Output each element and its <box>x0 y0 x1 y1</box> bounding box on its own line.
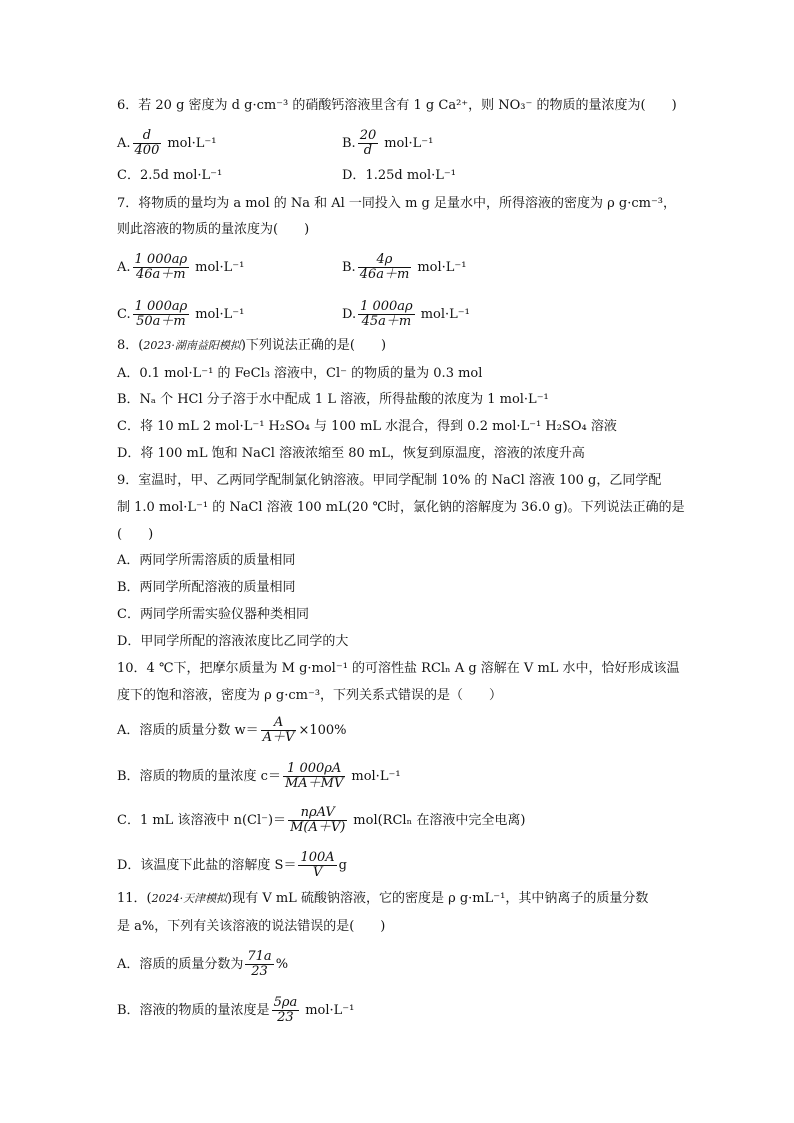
numerator: 1 000aρ <box>360 299 413 314</box>
fraction <box>298 851 336 880</box>
q6-stem: 6．若 20 g 密度为 d g·cm⁻³ 的硝酸钙溶液里含有 1 g Ca²⁺，则 NO₃⁻ 的物质的量浓度为( ) <box>117 98 677 113</box>
denominator: V <box>312 865 323 880</box>
option-suffix: % <box>275 957 289 972</box>
stem-suffix: )现有 V mL 硫酸钠溶液，它的密度是 ρ g·mL⁻¹，其中钠离子的质量分数 <box>227 891 649 906</box>
q8-option-b: B．Nₐ 个 HCl 分子溶于水中配成 1 L 溶液，所得盐酸的浓度为 1 mol·L⁻¹ <box>117 392 549 407</box>
unit: mol·L⁻¹ <box>420 307 470 322</box>
q11-stem-line1 <box>117 891 648 907</box>
numerator: 4ρ <box>358 253 412 268</box>
q7-option-d <box>342 300 470 329</box>
denominator: 50a＋m <box>136 314 186 329</box>
denominator: A＋V <box>262 730 295 745</box>
fraction <box>261 716 297 745</box>
q9-stem-line1: 9．室温时，甲、乙两同学配制氯化钠溶液。甲同学配制 10% 的 NaCl 溶液 100 g，乙同学配 <box>117 473 662 488</box>
stem-suffix: )下列说法正确的是( ) <box>240 338 387 353</box>
q8-option-a: A．0.1 mol·L⁻¹ 的 FeCl₃ 溶液中，Cl⁻ 的物质的量为 0.3 mol <box>117 366 483 381</box>
q7-option-b <box>342 253 466 282</box>
denominator: 23 <box>277 1010 294 1025</box>
fraction <box>133 300 190 329</box>
option-label: A. <box>117 136 131 151</box>
denominator: M(A＋V) <box>290 820 346 835</box>
numerator: d <box>133 129 162 144</box>
denominator: d <box>363 143 373 158</box>
option-text: A．溶质的质量分数为 <box>117 957 244 972</box>
q6-option-d: D．1.25d mol·L⁻¹ <box>342 168 456 183</box>
fraction <box>272 996 300 1025</box>
denominator: 46a＋m <box>136 267 186 282</box>
option-text: D．该温度下此盐的溶解度 S＝ <box>117 858 297 873</box>
q10-option-a <box>117 716 347 745</box>
option-suffix: ×100% <box>298 723 347 738</box>
q9-option-a: A．两同学所需溶质的质量相同 <box>117 553 296 568</box>
numerator: 1 000ρA <box>283 762 345 777</box>
option-text: B．溶质的物质的量浓度 c＝ <box>117 769 281 784</box>
q7-stem-line2: 则此溶液的物质的量浓度为( ) <box>117 222 310 237</box>
denominator: 46a＋m <box>359 267 410 282</box>
q8-stem <box>117 338 386 354</box>
fraction <box>358 253 412 282</box>
option-label: B. <box>342 260 356 275</box>
q8-option-d: D．将 100 mL 饱和 NaCl 溶液浓缩至 80 mL，恢复到原温度，溶液的浓度升高 <box>117 446 585 461</box>
q6-option-c: C．2.5d mol·L⁻¹ <box>117 168 223 183</box>
numerator: 1 000aρ <box>134 299 188 314</box>
q10-stem-line2: 度下的饱和溶液，密度为 ρ g·cm⁻³，下列关系式错误的是（ ） <box>117 688 503 703</box>
option-text: B．溶液的物质的量浓度是 <box>117 1003 270 1018</box>
numerator: A <box>261 716 297 731</box>
option-label: A. <box>117 260 131 275</box>
numerator: 5ρa <box>273 995 298 1010</box>
q9-option-d: D．甲同学所配的溶液浓度比乙同学的大 <box>117 634 349 649</box>
q7-option-a <box>117 253 244 282</box>
unit: mol·L⁻¹ <box>417 260 467 275</box>
q7-stem-line1: 7．将物质的量均为 a mol 的 Na 和 Al 一同投入 m g 足量水中，所得溶液的密度为 ρ g·cm⁻³， <box>117 196 677 211</box>
fraction <box>133 129 162 158</box>
stem-prefix: 8．( <box>117 338 144 353</box>
q6-option-b <box>342 129 433 158</box>
q6-option-a <box>117 129 217 158</box>
numerator: 20 <box>359 128 377 143</box>
q9-stem-line3: ( ) <box>117 527 154 542</box>
unit: mol·L⁻¹ <box>384 136 434 151</box>
q10-option-d <box>117 851 347 880</box>
q11-stem-line2: 是 a%，下列有关该溶液的说法错误的是( ) <box>117 919 386 934</box>
q10-option-b <box>117 762 401 791</box>
unit: mol·L⁻¹ <box>167 136 217 151</box>
source-tag: 2023·湖南益阳模拟 <box>143 339 241 352</box>
numerator: nρAV <box>288 806 347 821</box>
q9-option-c: C．两同学所需实验仪器种类相同 <box>117 607 309 622</box>
fraction <box>245 950 273 979</box>
denominator: 400 <box>134 143 160 158</box>
q11-option-b <box>117 996 354 1025</box>
option-suffix: mol·L⁻¹ <box>305 1003 355 1018</box>
q8-option-c: C．将 10 mL 2 mol·L⁻¹ H₂SO₄ 与 100 mL 水混合，得到 0.2 mol·L⁻¹ H₂SO₄ 溶液 <box>117 419 617 434</box>
denominator: 23 <box>251 964 268 979</box>
option-label: B. <box>342 136 356 151</box>
q10-stem-line1: 10．4 ℃下，把摩尔质量为 M g·mol⁻¹ 的可溶性盐 RClₙ A g 溶解在 V mL 水中，恰好形成该温 <box>117 661 680 676</box>
q9-stem-line2: 制 1.0 mol·L⁻¹ 的 NaCl 溶液 100 mL(20 ℃时，氯化钠的溶解度为 36.0 g)。下列说法正确的是 <box>117 500 685 515</box>
q11-option-a <box>117 950 288 979</box>
fraction <box>358 300 415 329</box>
unit: mol·L⁻¹ <box>195 260 245 275</box>
option-suffix: g <box>338 858 347 873</box>
stem-prefix: 11．( <box>117 891 152 906</box>
fraction <box>133 253 190 282</box>
numerator: 100A <box>300 850 335 865</box>
fraction <box>288 806 347 835</box>
numerator: 1 000aρ <box>134 252 188 267</box>
option-text: C．1 mL 该溶液中 n(Cl⁻)＝ <box>117 813 287 828</box>
option-text: A．溶质的质量分数 w＝ <box>117 723 259 738</box>
denominator: 45a＋m <box>361 314 412 329</box>
option-suffix: mol·L⁻¹ <box>351 769 401 784</box>
denominator: MA＋MV <box>284 776 344 791</box>
fraction <box>358 129 379 158</box>
option-label: C. <box>117 307 131 322</box>
numerator: 71a <box>247 949 272 964</box>
option-suffix: mol(RClₙ 在溶液中完全电离) <box>353 813 526 828</box>
option-label: D. <box>342 307 357 322</box>
unit: mol·L⁻¹ <box>195 307 245 322</box>
q10-option-c <box>117 806 525 835</box>
fraction <box>283 762 345 791</box>
q7-option-c <box>117 300 244 329</box>
q9-option-b: B．两同学所配溶液的质量相同 <box>117 580 296 595</box>
source-tag: 2024·天津模拟 <box>151 892 228 905</box>
